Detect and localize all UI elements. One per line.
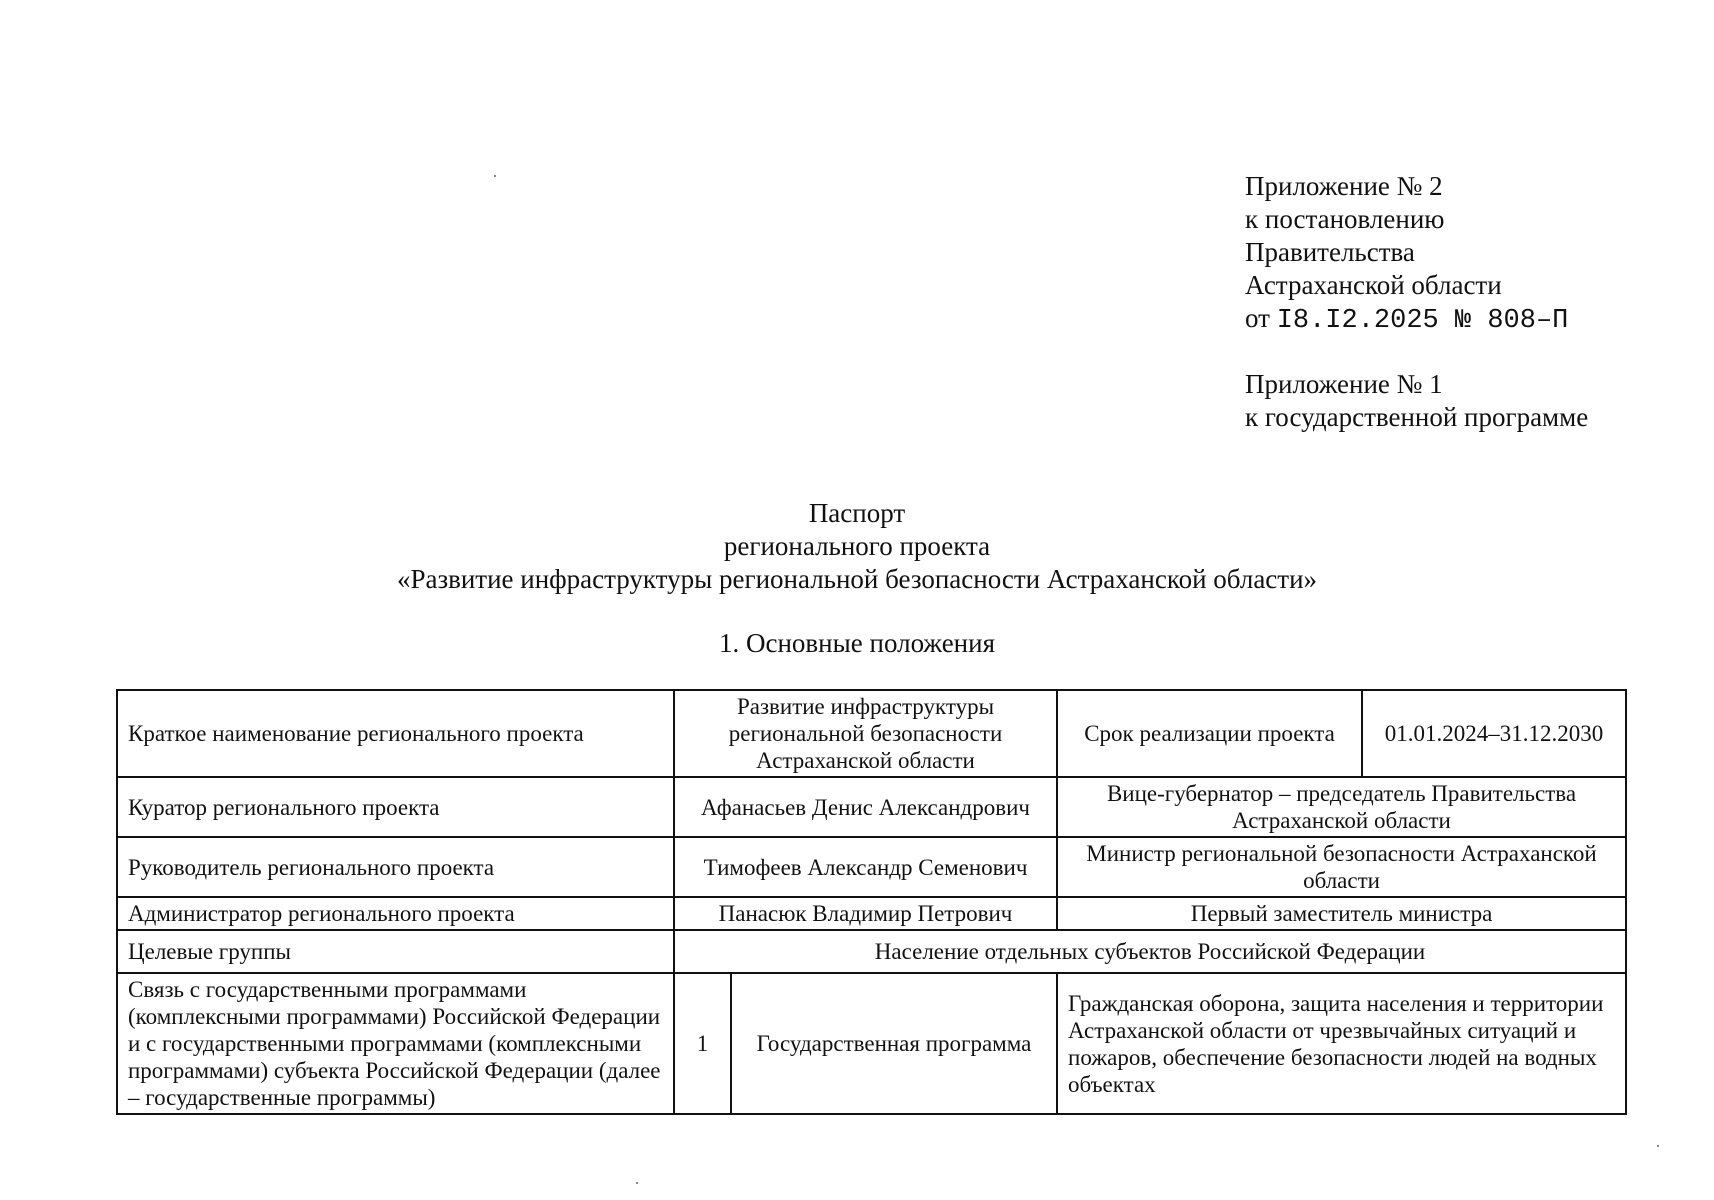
row-label: Руководитель регионального проекта bbox=[117, 837, 674, 897]
appendix-header bbox=[1245, 170, 1568, 338]
row-label: Краткое наименование регионального проекта bbox=[117, 690, 674, 777]
admin-name: Панасюк Владимир Петрович bbox=[674, 897, 1057, 930]
row-label: Связь с государственными программами (комплексными программами) Российской Федерации и с государственными программами (комплексными программами) субъекта Российской Федерации (далее – государственные программы) bbox=[117, 973, 674, 1114]
term-value: 01.01.2024–31.12.2030 bbox=[1362, 690, 1626, 777]
curator-name: Афанасьев Денис Александрович bbox=[674, 777, 1057, 837]
section-heading: 1. Основные положения bbox=[719, 628, 995, 658]
appendix-date bbox=[1245, 302, 1568, 338]
document-title bbox=[0, 497, 1714, 596]
table-row bbox=[117, 973, 1626, 1114]
head-position: Министр региональной безопасности Астраханской области bbox=[1057, 837, 1626, 897]
head-name: Тимофеев Александр Семенович bbox=[674, 837, 1057, 897]
appendix-program-header bbox=[1245, 368, 1588, 434]
row-label: Целевые группы bbox=[117, 930, 674, 973]
scan-speck bbox=[494, 175, 496, 177]
title-line: Паспорт bbox=[808, 498, 906, 528]
appendix-line: к постановлению bbox=[1245, 204, 1445, 234]
table-row bbox=[117, 897, 1626, 930]
term-label: Срок реализации проекта bbox=[1057, 690, 1362, 777]
curator-position: Вице-губернатор – председатель Правительства Астраханской области bbox=[1057, 777, 1626, 837]
row-label: Администратор регионального проекта bbox=[117, 897, 674, 930]
program-name: Гражданская оборона, защита населения и территории Астраханской области от чрезвычайных ситуаций и пожаров, обеспечение безопасности людей на водных объектах bbox=[1057, 973, 1626, 1114]
appendix-line: Приложение № 1 bbox=[1245, 369, 1443, 399]
appendix-line: к государственной программе bbox=[1245, 402, 1589, 432]
table-row bbox=[117, 837, 1626, 897]
project-short-name: Развитие инфраструктуры региональной безопасности Астраханской области bbox=[674, 690, 1057, 777]
appendix-line: Правительства bbox=[1245, 237, 1415, 267]
date-stamp: I8.I2.2025 № 808–П bbox=[1276, 306, 1569, 336]
scan-speck bbox=[1657, 1145, 1659, 1147]
table-row bbox=[117, 930, 1626, 973]
date-prefix: от bbox=[1245, 303, 1270, 333]
title-line: регионального проекта bbox=[723, 531, 991, 561]
target-groups: Население отдельных субъектов Российской Федерации bbox=[674, 930, 1626, 973]
scan-speck bbox=[636, 1182, 638, 1184]
program-number: 1 bbox=[674, 973, 731, 1114]
title-line: «Развитие инфраструктуры региональной безопасности Астраханской области» bbox=[396, 564, 1318, 594]
table-row bbox=[117, 690, 1626, 777]
appendix-line: Приложение № 2 bbox=[1245, 171, 1443, 201]
program-type: Государственная программа bbox=[731, 973, 1057, 1114]
row-label: Куратор регионального проекта bbox=[117, 777, 674, 837]
passport-table bbox=[116, 689, 1627, 1115]
table-row bbox=[117, 777, 1626, 837]
admin-position: Первый заместитель министра bbox=[1057, 897, 1626, 930]
appendix-line: Астраханской области bbox=[1245, 270, 1502, 300]
